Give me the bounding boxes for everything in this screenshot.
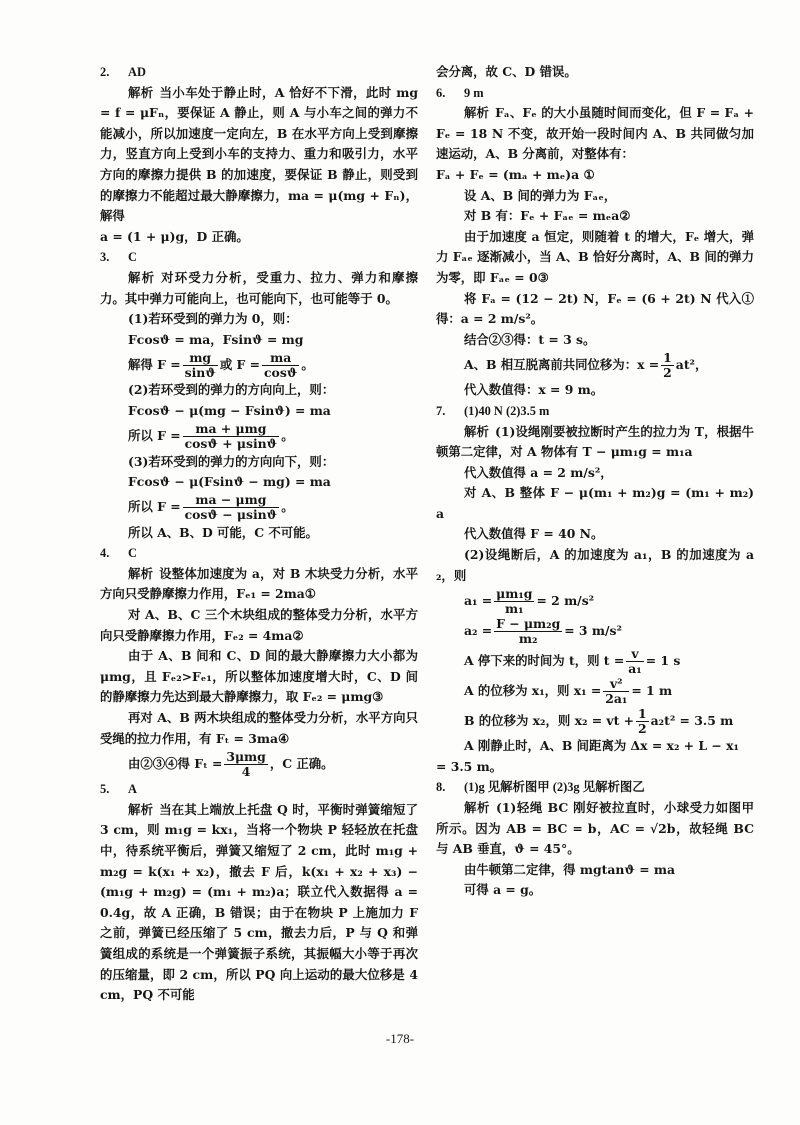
analysis-label: 解析	[464, 423, 489, 439]
question-number: 5.	[100, 782, 110, 797]
fraction: $\frac{\text{v²}}{\text{2a₁}}$	[605, 675, 628, 706]
question-number: 2.	[100, 65, 110, 79]
right-column	[436, 62, 754, 901]
question-number: 6.	[436, 85, 446, 100]
analysis-paragraph: 对 B 有：Fₑ + Fₐₑ = mₑa②	[464, 208, 631, 224]
formula-line: Fcosϑ − μ(mg − Fsinϑ) = ma	[128, 402, 331, 418]
answer-header-2	[100, 62, 418, 83]
analysis-paragraph: 再对 A、B 两木块组成的整体受力分析，水平方向只受绳的拉力作用，有 Fₜ = 3ma④	[100, 710, 418, 746]
answer-header-7	[436, 401, 754, 422]
analysis-paragraph: 结合②③得：t = 3 s。	[464, 331, 596, 347]
fraction: $\frac{v}{\text{a₁}}$	[628, 645, 642, 676]
page-number: -178-	[385, 1031, 415, 1046]
analysis-paragraph: 解析 当小车处于静止时，A 恰好不下滑，此时 mg = f = μFₙ，要保证 A 静止，则 A 与小车之间的弹力不能减小，所以加速度一定向左，B 在水平方向上受到摩擦力，竖直方向上受到小车的支持力、重力和吸引力，水平方向的摩擦力提供 B 的加速度，要保证 B 静止，则受到的摩擦力不能超过最大静摩擦力，ma = μ(mg + Fₙ)，解得	[100, 84, 419, 224]
answer-header-5	[100, 779, 418, 800]
analysis-line: a = (1 + μ)g，D 正确。	[100, 228, 249, 244]
formula-line: 所以 F = $\frac{\text{ma + μmg}}{\cos ϑ + \mu\sin ϑ}$ 。	[128, 421, 294, 451]
fraction: $\frac{ma}{\cos ϑ}$	[264, 349, 298, 380]
analysis-label: 解析	[128, 84, 154, 100]
analysis-paragraph: (2)设绳断后，A 的加速度为 a₁，B 的加速度为 a₂，则	[436, 547, 754, 583]
formula-line: Fcosϑ = ma，Fsinϑ = mg	[128, 331, 304, 347]
formula-line: Fcosϑ − μ(Fsinϑ − mg) = ma	[128, 474, 331, 490]
analysis-paragraph: 解析 Fₐ、Fₑ 的大小虽随时间而变化，但 F = Fₐ + Fₑ = 18 N 不变，故开始一段时间内 A、B 共同做匀加速运动，A、B 分离前，对整体有：	[436, 105, 754, 162]
answer-key: (1)40 N (2)3.5 m	[464, 403, 550, 418]
formula-line: A、B 相互脱离前共同位移为：x = $\frac{1}{2}$ at²，	[464, 349, 708, 380]
analysis-paragraph: A 刚静止时，A、B 间距离为 Δx = x₂ + L − x₁	[464, 738, 739, 754]
formula-line: 解得 F = $\frac{mg}{\sin ϑ}$ 或 F = $\frac{ma}{\cos ϑ}$ 。	[128, 349, 314, 380]
fraction: $\frac{mg}{\sin ϑ}$	[184, 349, 216, 380]
question-number: 3.	[100, 250, 110, 265]
analysis-label: 解析	[128, 269, 156, 285]
formula-line: a₂ = $\frac{\text{F − μm₂g}}{\text{m₂}}$ = 3 m/s²	[464, 615, 622, 646]
analysis-line: (3)若环受到的弹力的方向向下，则：	[128, 453, 335, 469]
answer-header-6	[436, 83, 754, 104]
analysis-paragraph: 对 A、B 整体 F − μ(m₁ + m₂)g = (m₁ + m₂)a	[436, 485, 754, 521]
analysis-paragraph: 解析 (1)轻绳 BC 刚好被拉直时，小球受力如图甲所示。因为 AB = BC = b，AC = √2b，故轻绳 BC 与 AB 垂直，ϑ = 45°。	[436, 800, 755, 857]
formula-line: 由②③④得 Fₜ = $\frac{\text{3μmg}}{4}$ ，C 正确。	[128, 748, 334, 779]
answer-key: 9 m	[464, 85, 484, 100]
analysis-paragraph: 设 A、B 间的弹力为 Fₐₑ，	[464, 187, 617, 203]
analysis-label: 解析	[128, 801, 154, 817]
analysis-paragraph: 解析 设整体加速度为 a，对 B 木块受力分析，水平方向只受静摩擦力作用，Fₑ₁ = 2ma①	[100, 565, 418, 602]
analysis-line: (2)若环受到的弹力的方向向上，则：	[128, 382, 335, 398]
answer-key: AD	[128, 65, 146, 79]
question-number: 7.	[436, 403, 446, 418]
fraction: $\frac{\text{3μmg}}{4}$	[226, 748, 266, 779]
formula-line: a₁ = $\frac{\text{μm₁g}}{\text{m₁}}$ = 2 m/s²	[464, 585, 595, 616]
formula-line: A 的位移为 x₁，则 x₁ = $\frac{\text{v²}}{\text{2a₁}}$ = 1 m	[464, 675, 673, 706]
answer-header-4	[100, 543, 418, 564]
analysis-paragraph: 由于加速度 a 恒定，则随着 t 的增大，Fₑ 增大，弹力 Fₐₑ 逐渐减小，当 A、B 恰好分离时，A、B 间的弹力为零，即 Fₐₑ = 0③	[436, 228, 754, 285]
analysis-line: 会分离，故 C、D 错误。	[436, 64, 577, 79]
analysis-line: = 3.5 m。	[436, 758, 503, 774]
analysis-label: 解析	[464, 800, 490, 816]
answer-header-8	[436, 777, 754, 798]
formula-line: 所以 F = $\frac{\text{ma − μmg}}{\cos ϑ - \mu\sin ϑ}$ 。	[128, 492, 294, 523]
answer-key: C	[128, 250, 137, 265]
analysis-paragraph: 由于 A、B 间和 C、D 间的最大静摩擦力大小都为 μmg，且 Fₑ₂>Fₑ₁，所以整体加速度增大时，C、D 间的静摩擦力先达到最大静摩擦力，取 Fₑ₂ = μmg③	[100, 648, 418, 705]
question-number: 8.	[436, 780, 446, 795]
question-number: 4.	[100, 546, 110, 561]
analysis-label: 解析	[464, 105, 490, 121]
analysis-paragraph: 代入数值得：x = 9 m。	[464, 382, 604, 398]
fraction: $\frac{\text{F − μm₂g}}{\text{m₂}}$	[496, 615, 561, 646]
analysis-paragraph: 可得 a = g。	[464, 882, 542, 898]
answer-key: C	[128, 546, 137, 561]
analysis-label: 解析	[128, 565, 154, 581]
analysis-line: (1)若环受到的弹力为 0，则：	[128, 311, 298, 327]
fraction: $\frac{1}{2}$	[663, 349, 672, 380]
answer-header-3	[100, 247, 418, 268]
answer-key: (1)g 见解析图甲 (2)3g 见解析图乙	[464, 780, 645, 795]
formula-line: A 停下来的时间为 t，则 t = $\frac{v}{\text{a₁}}$ = 1 s	[464, 645, 681, 676]
analysis-paragraph: 对 A、B、C 三个木块组成的整体受力分析，水平方向只受静摩擦力作用，Fₑ₂ = 4ma②	[100, 607, 418, 643]
analysis-paragraph: 将 Fₐ = (12 − 2t) N，Fₑ = (6 + 2t) N 代入①得：a = 2 m/s²。	[436, 290, 754, 327]
fraction: $\frac{\text{ma + μmg}}{\cos ϑ + \mu\sin ϑ}$	[184, 421, 278, 451]
analysis-paragraph: 解析 (1)设绳刚要被拉断时产生的拉力为 T，根据牛顿第二定律，对 A 物体有 T − μm₁g = m₁a	[436, 423, 754, 460]
analysis-paragraph: 解析 当在其上端放上托盘 Q 时，平衡时弹簧缩短了 3 cm，则 m₁g = kx₁，当将一个物块 P 轻轻放在托盘中，待系统平衡后，弹簧又缩短了 2 cm，此时 m₁g + m₂g = k(x₁ + x₂)，撤去 F 后，k(x₁ + x₂ + x₃) − (m₁g + m₂g) = (m₁ + m₂)a；联立代入数据得 a = 0.4g，故 A 正确，B 错误；由于在物块 P 上施加力 F 之前，弹簧已经压缩了 5 cm，撤去力后，P 与 Q 和弹簧组成的系统是一个弹簧振子系统，其振幅大小等于再次的压缩量，即 2 cm，所以 PQ 向上运动的最大位移是 4 cm，PQ 不可能	[100, 801, 419, 1003]
analysis-paragraph: 代入数值得 a = 2 m/s²，	[464, 464, 613, 480]
formula-line: B 的位移为 x₂，则 x₂ = vt + $\frac{1}{2}$ a₂t² = 3.5 m	[464, 705, 734, 736]
analysis-paragraph: 解析 对环受力分析，受重力、拉力、弹力和摩擦力。其中弹力可能向上，也可能向下，也可能等于 0。	[100, 269, 419, 306]
analysis-line: 所以 A、B、D 可能，C 不可能。	[128, 524, 318, 540]
fraction: $\frac{1}{2}$	[638, 705, 647, 736]
left-column	[100, 62, 418, 1006]
formula-line: Fₐ + Fₑ = (mₐ + mₑ)a ①	[436, 166, 595, 182]
analysis-paragraph: 代入数值得 F = 40 N。	[464, 526, 604, 542]
fraction: $\frac{\text{ma − μmg}}{\cos ϑ - \mu\sin ϑ}$	[184, 492, 278, 523]
fraction: $\frac{\text{μm₁g}}{\text{m₁}}$	[496, 585, 533, 616]
answer-key: A	[128, 782, 137, 797]
analysis-paragraph: 由牛顿第二定律，得 mgtanϑ = ma	[464, 861, 676, 877]
